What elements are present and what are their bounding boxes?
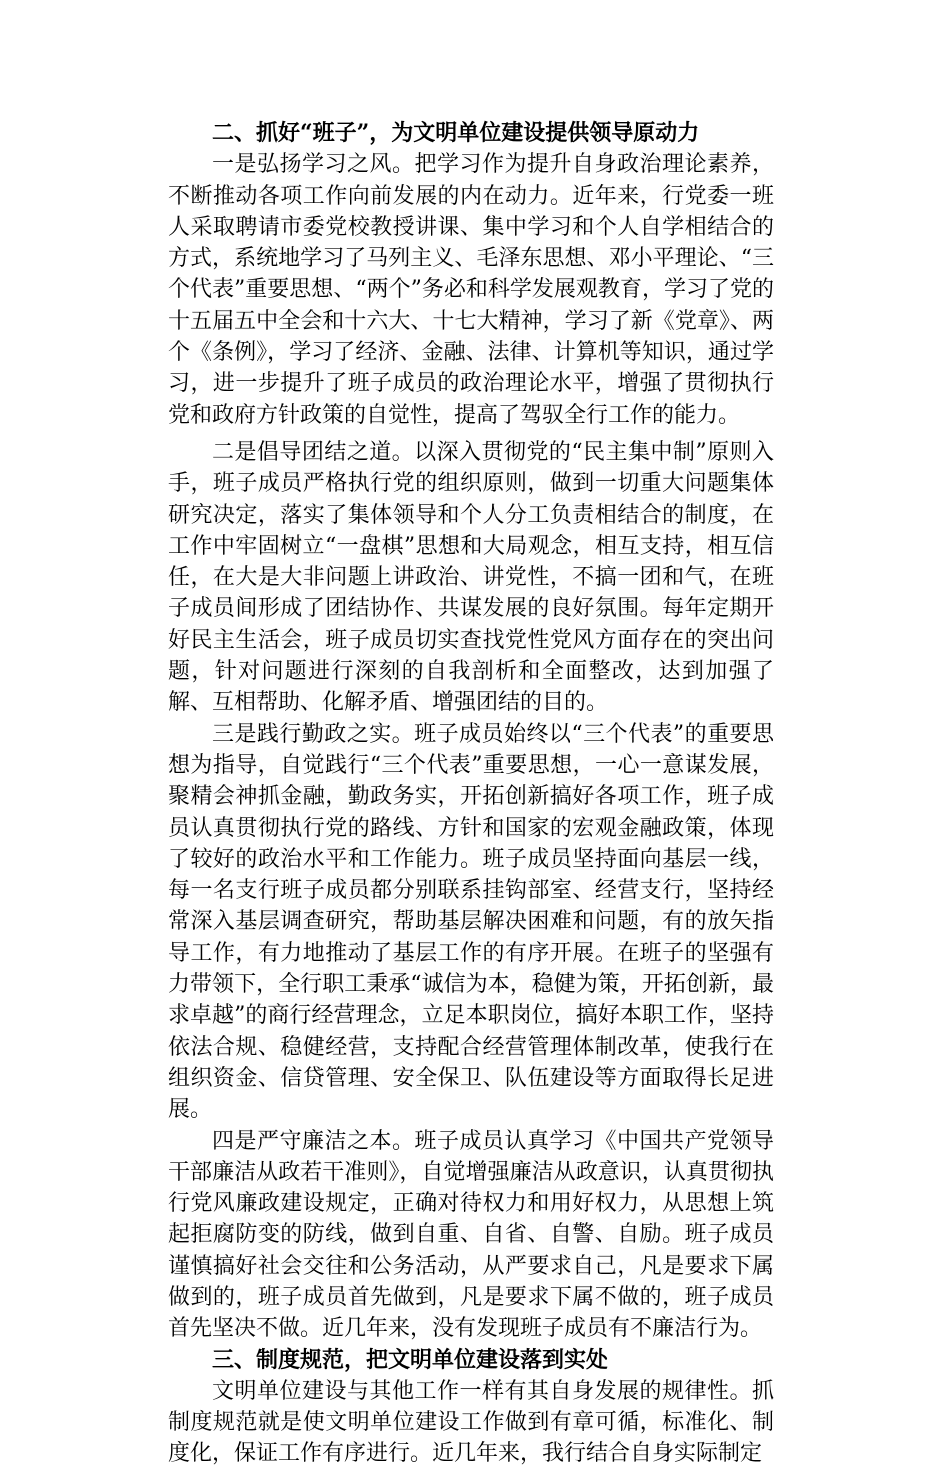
document-page — [168, 118, 774, 1470]
section-heading-3: 三、制度规范，把文明单位建设落到实处 — [212, 1346, 609, 1373]
paragraph-diligence: 三是践行勤政之实。班子成员始终以“三个代表”的重要思想为指导，自觉践行“三个代表”重要思想，一心一意谋发展，聚精会神抓金融，勤政务实，开拓创新搞好各项工作，班子成员认真贯彻执行党的路线、方针和国家的宏观金融政策，体现了较好的政治水平和工作能力。班子成员坚持面向基层一线，每一名支行班子成员都分别联系挂钩部室、经营支行，坚持经常深入基层调查研究，帮助基层解决困难和问题，有的放矢指导工作，有力地推动了基层工作的有序开展。在班子的坚强有力带领下，全行职工秉承“诚信为本，稳健为策，开拓创新，最求卓越”的商行经营理念，立足本职岗位，搞好本职工作，坚持依法合规、稳健经营，支持配合经营管理体制改革，使我行在组织资金、信贷管理、安全保卫、队伍建设等方面取得长足进展。 — [168, 721, 774, 1123]
paragraph-integrity: 四是严守廉洁之本。班子成员认真学习《中国共产党领导干部廉洁从政若干准则》，自觉增强廉洁从政意识，认真贯彻执行党风廉政建设规定，正确对待权力和用好权力，从思想上筑起拒腐防变的防线，做到自重、自省、自警、自励。班子成员谨慎搞好社会交往和公务活动，从严要求自己，凡是要求下属做到的，班子成员首先做到，凡是要求下属不做的，班子成员首先坚决不做。近几年来，没有发现班子成员有不廉洁行为。 — [168, 1128, 774, 1342]
paragraph-system: 文明单位建设与其他工作一样有其自身发展的规律性。抓制度规范就是使文明单位建设工作做到有章可循，标准化、制度化，保证工作有序进行。近几年来，我行结合自身实际制定 — [168, 1378, 774, 1467]
section-heading-2: 二、抓好“班子”，为文明单位建设提供领导原动力 — [212, 120, 700, 146]
paragraph-study: 一是弘扬学习之风。把学习作为提升自身政治理论素养，不断推动各项工作向前发展的内在动力。近年来，行党委一班人采取聘请市委党校教授讲课、集中学习和个人自学相结合的方式，系统地学习了马列主义、毛泽东思想、邓小平理论、“三个代表”重要思想、“两个”务必和科学发展观教育，学习了党的十五届五中全会和十六大、十七大精神，学习了新《党章》、两个《条例》，学习了经济、金融、法律、计算机等知识，通过学习，进一步提升了班子成员的政治理论水平，增强了贯彻执行党和政府方针政策的自觉性，提高了驾驭全行工作的能力。 — [168, 152, 774, 428]
paragraph-unity: 二是倡导团结之道。以深入贯彻党的“民主集中制”原则入手，班子成员严格执行党的组织原则，做到一切重大问题集体研究决定，落实了集体领导和个人分工负责相结合的制度，在工作中牢固树立“一盘棋”思想和大局观念，相互支持，相互信任，在大是大非问题上讲政治、讲党性，不搞一团和气，在班子成员间形成了团结协作、共谋发展的良好氛围。每年定期开好民主生活会，班子成员切实查找党性党风方面存在的突出问题，针对问题进行深刻的自我剖析和全面整改，达到加强了解、互相帮助、化解矛盾、增强团结的目的。 — [168, 439, 774, 716]
